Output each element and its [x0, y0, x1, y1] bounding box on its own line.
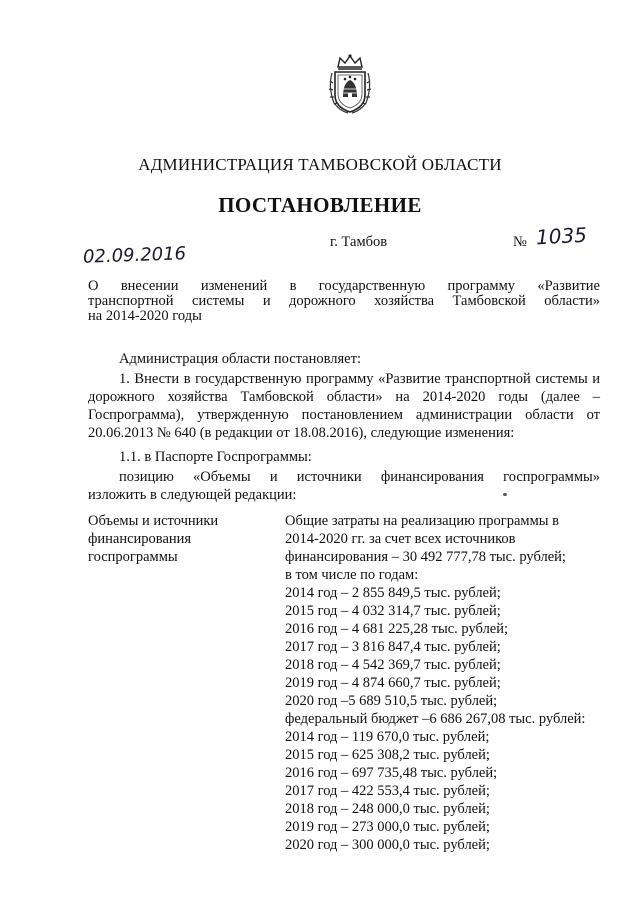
- tambov-coat-of-arms-icon: [326, 53, 374, 115]
- position-paragraph: позицию «Объемы и источники финансирования госпрограммы»: [119, 469, 600, 485]
- scan-speck: [503, 493, 507, 496]
- subject-line: О внесении изменений в государственную программу «Развитие: [88, 278, 600, 294]
- table-value-line: 2017 год – 3 816 847,4 тыс. рублей;: [285, 639, 501, 655]
- document-type: ПОСТАНОВЛЕНИЕ: [218, 193, 422, 217]
- item-1-paragraph: 1. Внести в государственную программу «Развитие транспортной системы и дорожного хозяйства Тамбовской области» на 2014-2020 годы (далее – Госпрограмма), утвержденную постановлением администрации области от 20.06.2013 № 640 (в редакции от 18.08.2016), следующие изменения:: [88, 371, 600, 441]
- table-value-line: 2015 год – 4 032 314,7 тыс. рублей;: [285, 603, 501, 619]
- table-value-line: 2017 год – 422 553,4 тыс. рублей;: [285, 783, 490, 799]
- table-label-line: госпрограммы: [88, 549, 178, 565]
- table-value-cell: [285, 512, 615, 854]
- city-label: г. Тамбов: [330, 234, 388, 250]
- table-value-line: 2018 год – 4 542 369,7 тыс. рублей;: [285, 657, 501, 673]
- number-label: №: [513, 234, 527, 250]
- table-value-line: 2014 год – 2 855 849,5 тыс. рублей;: [285, 585, 501, 601]
- table-value-line: 2014 год – 119 670,0 тыс. рублей;: [285, 729, 490, 745]
- table-value-line: 2018 год – 248 000,0 тыс. рублей;: [285, 801, 490, 817]
- item-1-1-paragraph: 1.1. в Паспорте Госпрограммы:: [119, 449, 312, 465]
- table-value-line: 2016 год – 697 735,48 тыс. рублей;: [285, 765, 498, 781]
- table-value-line: 2020 год – 300 000,0 тыс. рублей;: [285, 837, 490, 853]
- subject-line: транспортной системы и дорожного хозяйства Тамбовской области»: [88, 293, 600, 309]
- organization-name: АДМИНИСТРАЦИЯ ТАМБОВСКОЙ ОБЛАСТИ: [138, 155, 502, 174]
- intro-paragraph: Администрация области постановляет:: [119, 351, 361, 367]
- document-subject: [88, 279, 600, 324]
- table-value-line: 2015 год – 625 308,2 тыс. рублей;: [285, 747, 490, 763]
- table-value-line: в том числе по годам:: [285, 567, 419, 583]
- table-value-line: федеральный бюджет –6 686 267,08 тыс. рублей:: [285, 711, 586, 727]
- table-label-line: Объемы и источники: [88, 513, 219, 529]
- handwritten-number: 1035: [535, 222, 588, 250]
- table-value-line: 2020 год –5 689 510,5 тыс. рублей;: [285, 693, 498, 709]
- table-value-line: финансирования – 30 492 777,78 тыс. рублей;: [285, 549, 566, 565]
- position-paragraph-cont: изложить в следующей редакции:: [88, 487, 297, 503]
- table-label-cell: [88, 512, 278, 566]
- table-value-line: 2014-2020 гг. за счет всех источников: [285, 531, 516, 547]
- handwritten-date: 02.09.2016: [82, 243, 187, 268]
- subject-line: на 2014-2020 годы: [88, 308, 202, 324]
- table-value-line: 2016 год – 4 681 225,28 тыс. рублей;: [285, 621, 509, 637]
- table-value-line: 2019 год – 273 000,0 тыс. рублей;: [285, 819, 490, 835]
- table-value-line: Общие затраты на реализацию программы в: [285, 513, 559, 529]
- table-label-line: финансирования: [88, 531, 192, 547]
- table-value-line: 2019 год – 4 874 660,7 тыс. рублей;: [285, 675, 501, 691]
